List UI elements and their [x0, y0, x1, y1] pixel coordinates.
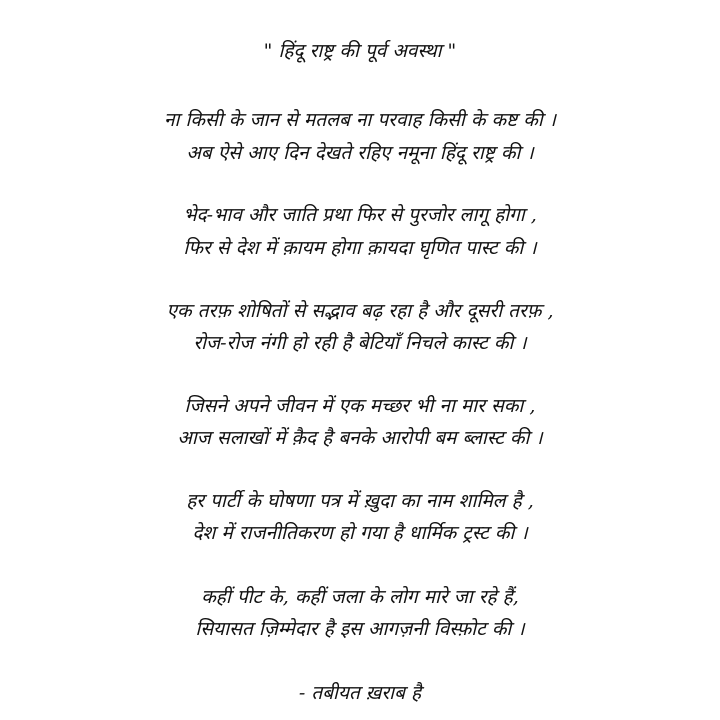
stanza-4-line-2: आज सलाखों में क़ैद है बनके आरोपी बम ब्लास्ट की ।: [177, 427, 543, 449]
poem-signature: - तबीयत ख़राब है: [298, 682, 422, 704]
stanza-1-line-1: ना किसी के जान से मतलब ना परवाह किसी के कष्ट की ।: [163, 109, 557, 131]
stanza-2-line-2: फिर से देश में क़ायम होगा क़ायदा घृणित पास्ट की ।: [183, 237, 537, 259]
stanza-3-line-1: एक तरफ़ शोषितों से सद्भाव बढ़ रहा है और दूसरी तरफ़ ,: [166, 300, 554, 322]
poem-title: " हिंदू राष्ट्र की पूर्व अवस्था ": [263, 40, 457, 62]
stanza-5-line-1: हर पार्टी के घोषणा पत्र में ख़ुदा का नाम शामिल है ,: [186, 490, 534, 512]
stanza-1-line-2: अब ऐसे आए दिन देखते रहिए नमूना हिंदू राष्ट्र की ।: [186, 142, 534, 164]
stanza-3-line-2: रोज-रोज नंगी हो रही है बेटियाँ निचले कास्ट की ।: [193, 332, 527, 354]
stanza-2-line-1: भेद-भाव और जाति प्रथा फिर से पुरजोर लागू होगा ,: [183, 204, 537, 226]
stanza-4-line-1: जिसने अपने जीवन में एक मच्छर भी ना मार सका ,: [184, 395, 536, 417]
stanza-6-line-1: कहीं पीट के, कहीं जला के लोग मारे जा रहे हैं,: [201, 586, 519, 608]
stanza-6-line-2: सियासत ज़िम्मेदार है इस आगज़नी विस्फ़ोट की ।: [195, 618, 525, 640]
stanza-5-line-2: देश में राजनीतिकरण हो गया है धार्मिक ट्रस्ट की ।: [192, 522, 528, 544]
